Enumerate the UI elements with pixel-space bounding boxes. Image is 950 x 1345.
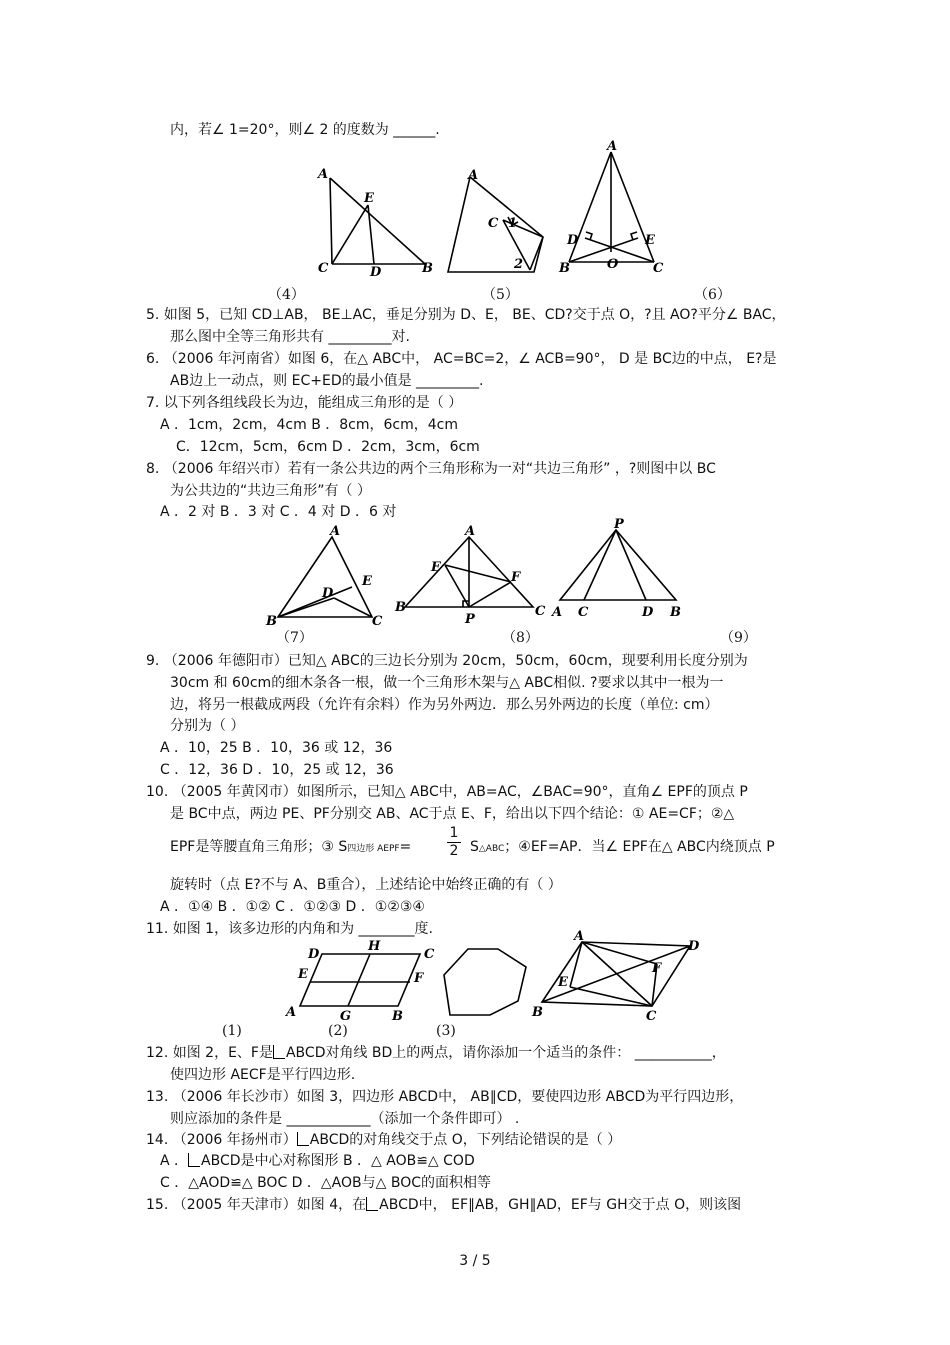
point-label: A — [468, 168, 479, 183]
text-line: 13. （2006 年长沙市）如图 3，四边形 ABCD中， AB∥CD，要使四边形 ABCD为平行四边形， — [146, 1089, 744, 1105]
point-label: D — [688, 939, 700, 954]
point-label: B — [559, 261, 570, 276]
figure-7-triangle — [262, 525, 387, 630]
figure-caption: （9） — [720, 630, 757, 646]
point-label: H — [368, 939, 381, 954]
figure-3-parallelogram — [530, 930, 705, 1025]
text-line: 内，若∠ 1=20°，则∠ 2 的度数为 ______. — [170, 122, 440, 138]
text-line: 是 BC中点，两边 PE、PF分别交 AB、AC于点 E、F，给出以下四个结论：① AE=CF；②△ — [170, 806, 735, 822]
point-label: C — [578, 605, 589, 620]
point-label: C — [488, 216, 499, 231]
figure-caption: （4） — [268, 287, 305, 303]
fraction-numerator: 1 — [447, 825, 461, 843]
figure-caption: （6） — [694, 287, 731, 303]
point-label: B — [392, 1009, 403, 1024]
text-line: C ．12，36 D ．10，25 或 12，36 — [160, 762, 394, 778]
point-label: P — [465, 612, 475, 627]
point-label: E — [558, 975, 568, 990]
text-line: 边，将另一根截成两段（允许有余料）作为另外两边．那么另外两边的长度（单位: cm） — [170, 697, 719, 713]
text-line: 那么图中全等三角形共有 _________对. — [170, 329, 410, 345]
text-line: C．12cm，5cm，6cm D ．2cm，3cm，6cm — [176, 439, 480, 455]
equals-sign: = — [399, 839, 412, 855]
fraction — [447, 825, 461, 860]
figure-9-triangle — [548, 517, 688, 620]
figure-caption: （7） — [276, 630, 313, 646]
point-label: B — [395, 600, 406, 615]
point-label: F — [511, 570, 521, 585]
parallelogram-symbol-icon — [188, 1153, 200, 1167]
text-line: 30cm 和 60cm的细木条各一根，做一个三角形木架与△ ABC相似. ?要求以其中一根为一 — [170, 675, 724, 691]
subscript: △ABC — [478, 844, 505, 854]
point-label: C — [646, 1009, 657, 1024]
point-label: B — [532, 1005, 543, 1020]
point-label: D — [567, 233, 579, 248]
question-14-line — [146, 1131, 621, 1149]
fraction-denominator: 2 — [449, 843, 459, 859]
question-12-line — [146, 1044, 726, 1062]
question-14-options-ab — [160, 1152, 475, 1170]
point-label: C — [372, 614, 383, 629]
text-fragment: 15. （2005 年天津市）如图 4，在 — [146, 1197, 367, 1213]
point-label: E — [362, 574, 372, 589]
angle-label: 2 — [514, 257, 524, 272]
point-label: A — [318, 167, 329, 182]
text-line: C ．△AOD≌△ BOC D ．△AOB与△ BOC的面积相等 — [160, 1175, 491, 1191]
question-10-conclusions — [170, 838, 411, 858]
text-line: 使四边形 AECF是平行四边形. — [170, 1067, 356, 1083]
point-label: E — [364, 191, 374, 206]
text-line: 7. 以下列各组线段长为边，能组成三角形的是（ ） — [146, 395, 463, 411]
point-label: O — [607, 257, 619, 272]
point-label: D — [308, 947, 320, 962]
figure-5-folded-quadrilateral — [440, 165, 555, 280]
text-fragment: ABCD中， EF∥AB，GH∥AD，EF与 GH交于点 O，则该图 — [379, 1197, 742, 1213]
parallelogram-symbol-icon — [297, 1132, 309, 1146]
point-label: D — [322, 586, 334, 601]
point-label: A — [465, 524, 476, 539]
parallelogram-symbol-icon — [273, 1045, 285, 1059]
point-label: B — [670, 605, 681, 620]
page-number: 3 / 5 — [459, 1253, 491, 1269]
point-label: B — [422, 261, 433, 276]
text-line: A ．2 对 B ．3 对 C ．4 对 D ．6 对 — [160, 504, 397, 520]
text-line: 8. （2006 年绍兴市）若有一条公共边的两个三角形称为一对“共边三角形” ，?则图中以 BC — [146, 461, 716, 477]
text-fragment: ABCD的对角线交于点 O，下列结论错误的是（ ） — [309, 1132, 622, 1148]
figure-caption: （8） — [502, 630, 539, 646]
text-line: A ．①④ B ．①② C ．①②③ D ．①②③④ — [160, 899, 425, 915]
text-line: 11. 如图 1，该多边形的内角和为 ________度. — [146, 921, 433, 937]
text-line: A ．1cm，2cm，4cm B ．8cm，6cm，4cm — [160, 417, 458, 433]
text-fragment: 14. （2006 年扬州市） — [146, 1132, 297, 1148]
point-label: F — [414, 971, 424, 986]
figure-caption: （5） — [482, 287, 519, 303]
question-10-conclusions-tail — [470, 838, 775, 858]
text-line: 则应添加的条件是 ____________（添加一个条件即可） . — [170, 1111, 520, 1127]
text-fragment: S — [470, 839, 479, 855]
point-label: C — [318, 261, 329, 276]
figure-8-triangle — [393, 524, 553, 632]
point-label: D — [370, 265, 382, 280]
point-label: F — [652, 961, 662, 976]
text-fragment: ABCD是中心对称图形 B ．△ AOB≌△ COD — [201, 1153, 475, 1169]
text-line: 10. （2005 年黄冈市）如图所示，已知△ ABC中，AB=AC，∠BAC=90°，直角∠ EPF的顶点 P — [146, 784, 748, 800]
point-label: A — [607, 139, 618, 154]
point-label: A — [574, 929, 585, 944]
point-label: D — [642, 605, 654, 620]
point-label: C — [535, 604, 546, 619]
point-label: C — [424, 947, 435, 962]
subscript: 四边形 AEPF — [347, 844, 400, 854]
text-fragment: ；④EF=AP．当∠ EPF在△ ABC内绕顶点 P — [504, 839, 775, 855]
point-label: E — [298, 967, 308, 982]
text-line: 分别为（ ） — [170, 718, 245, 734]
point-label: E — [645, 233, 655, 248]
text-line: 旋转时（点 E?不与 A、B重合），上述结论中始终正确的有（ ） — [170, 877, 562, 893]
point-label: G — [340, 1009, 352, 1024]
point-label: P — [614, 517, 624, 532]
figure-caption: (3) — [436, 1023, 456, 1039]
point-label: A — [330, 524, 341, 539]
text-line: 6. （2006 年河南省）如图 6，在△ ABC中， AC=BC=2，∠ ACB=90°， D 是 BC边的中点， E?是 — [146, 351, 777, 367]
point-label: A — [552, 605, 563, 620]
figure-1-parallelogram — [282, 938, 442, 1023]
text-line: 为公共边的“共边三角形”有（ ） — [170, 483, 371, 499]
point-label: A — [286, 1005, 297, 1020]
figure-4-triangle — [310, 160, 440, 280]
text-line: AB边上一动点，则 EC+ED的最小值是 _________. — [170, 373, 484, 389]
figure-caption: (2) — [328, 1023, 348, 1039]
figure-2-polygon — [438, 945, 533, 1020]
text-line: 9. （2006 年德阳市）已知△ ABC的三边长分别为 20cm，50cm，60cm，现要利用长度分别为 — [146, 653, 748, 669]
text-fragment: A ． — [160, 1153, 189, 1169]
text-line: A ．10，25 B ．10，36 或 12，36 — [160, 740, 393, 756]
point-label: B — [266, 614, 277, 629]
angle-label: 1 — [508, 216, 518, 231]
text-line: 5. 如图 5，已知 CD⊥AB， BE⊥AC，垂足分别为 D、E， BE、CD?交于点 O，?且 AO?平分∠ BAC， — [146, 307, 786, 323]
point-label: C — [653, 261, 664, 276]
text-fragment: 12. 如图 2，E、F是 — [146, 1045, 273, 1061]
text-fragment: ABCD对角线 BD上的两点，请你添加一个适当的条件： ___________， — [285, 1045, 726, 1061]
figure-6-isosceles-triangle — [557, 140, 672, 280]
figure-caption: (1) — [222, 1023, 242, 1039]
text-fragment: EPF是等腰直角三角形；③ S — [170, 839, 348, 855]
question-15-line — [146, 1196, 741, 1214]
parallelogram-symbol-icon — [366, 1197, 378, 1211]
point-label: E — [431, 560, 441, 575]
